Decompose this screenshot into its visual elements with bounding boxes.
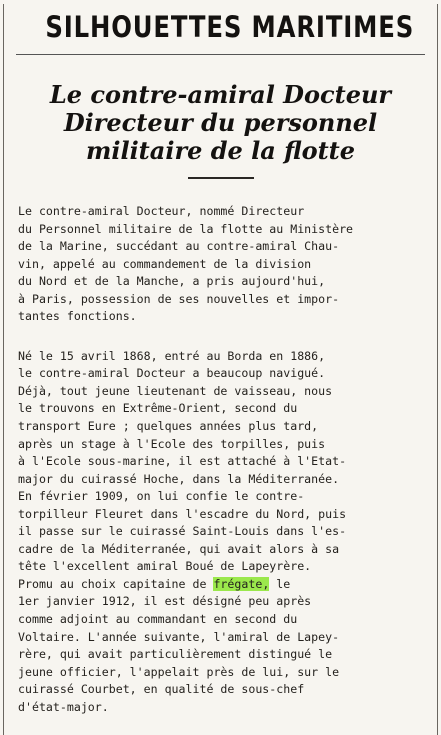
article-body (18, 203, 423, 716)
text-line: major du cuirassé Hoche, dans la Méditerranée. (18, 471, 340, 486)
highlighted-word: frégate, (213, 576, 270, 591)
paragraph-3 (18, 576, 423, 716)
text-line: du Nord et de la Manche, a pris aujourd'hui, (18, 274, 326, 289)
headline-line-2: Directeur du personnel (63, 108, 378, 137)
text-line: après un stage à l'Ecole des torpilles, puis (18, 436, 326, 451)
text-line: vin, appelé au commandement de la division (18, 256, 312, 271)
text-segment: Promu au choix capitaine de (18, 576, 214, 591)
text-line: cadre de la Méditerranée, qui avait alors à sa (18, 541, 340, 556)
text-line: à Paris, possession de ses nouvelles et impor- (18, 291, 340, 306)
column-rule-left (3, 4, 4, 735)
text-line: Voltaire. L'année suivante, l'amiral de Lapey- (18, 629, 340, 644)
headline-separator (188, 177, 254, 179)
text-line (18, 576, 423, 594)
text-line: Déjà, tout jeune lieutenant de vaisseau, nous (18, 383, 333, 398)
text-line: En février 1909, on lui confie le contre- (18, 489, 305, 504)
newspaper-clipping (0, 4, 441, 735)
paragraph-gap (18, 326, 423, 348)
headline-line-1: Le contre-amiral Docteur (49, 80, 392, 109)
rubric-underline (16, 54, 425, 55)
text-line: du Personnel militaire de la flotte au Ministère (18, 221, 354, 236)
text-line: Né le 15 avril 1868, entré au Borda en 1886, (18, 348, 326, 363)
text-line: cuirassé Courbet, en qualité de sous-chef (18, 682, 305, 697)
text-line: rère, qui avait particulièrement distingué le (18, 647, 333, 662)
section-rubric: SILHOUETTES MARITIMES (45, 10, 415, 44)
text-line: le contre-amiral Docteur a beaucoup navigué. (18, 366, 326, 381)
text-line: torpilleur Fleuret dans l'escadre du Nord, puis (18, 506, 347, 521)
headline-line-3: militaire de la flotte (85, 136, 356, 165)
text-segment: le (269, 576, 291, 591)
text-line: de la Marine, succédant au contre-amiral Chau- (18, 239, 340, 254)
text-line: il passe sur le cuirassé Saint-Louis dans l'es- (18, 524, 347, 539)
article-headline (12, 81, 429, 165)
text-line: d'état-major. (18, 699, 109, 714)
text-line: comme adjoint au commandant en second du (18, 612, 298, 627)
paragraph-2 (18, 348, 423, 576)
text-line: tantes fonctions. (18, 309, 137, 324)
column-rule-right (437, 4, 438, 735)
text-line: le trouvons en Extrême-Orient, second du (18, 401, 298, 416)
text-line: Le contre-amiral Docteur, nommé Directeur (18, 204, 305, 218)
text-line: jeune officier, l'appelait près de lui, sur le (18, 664, 340, 679)
text-line: tête l'excellent amiral Boué de Lapeyrère. (18, 559, 312, 574)
text-line: à l'Ecole sous-marine, il est attaché à l'Etat- (18, 454, 347, 469)
paragraph-1 (18, 203, 423, 326)
text-line: 1er janvier 1912, il est désigné peu après (18, 594, 312, 609)
text-line: transport Eure ; quelques années plus tard, (18, 419, 319, 434)
